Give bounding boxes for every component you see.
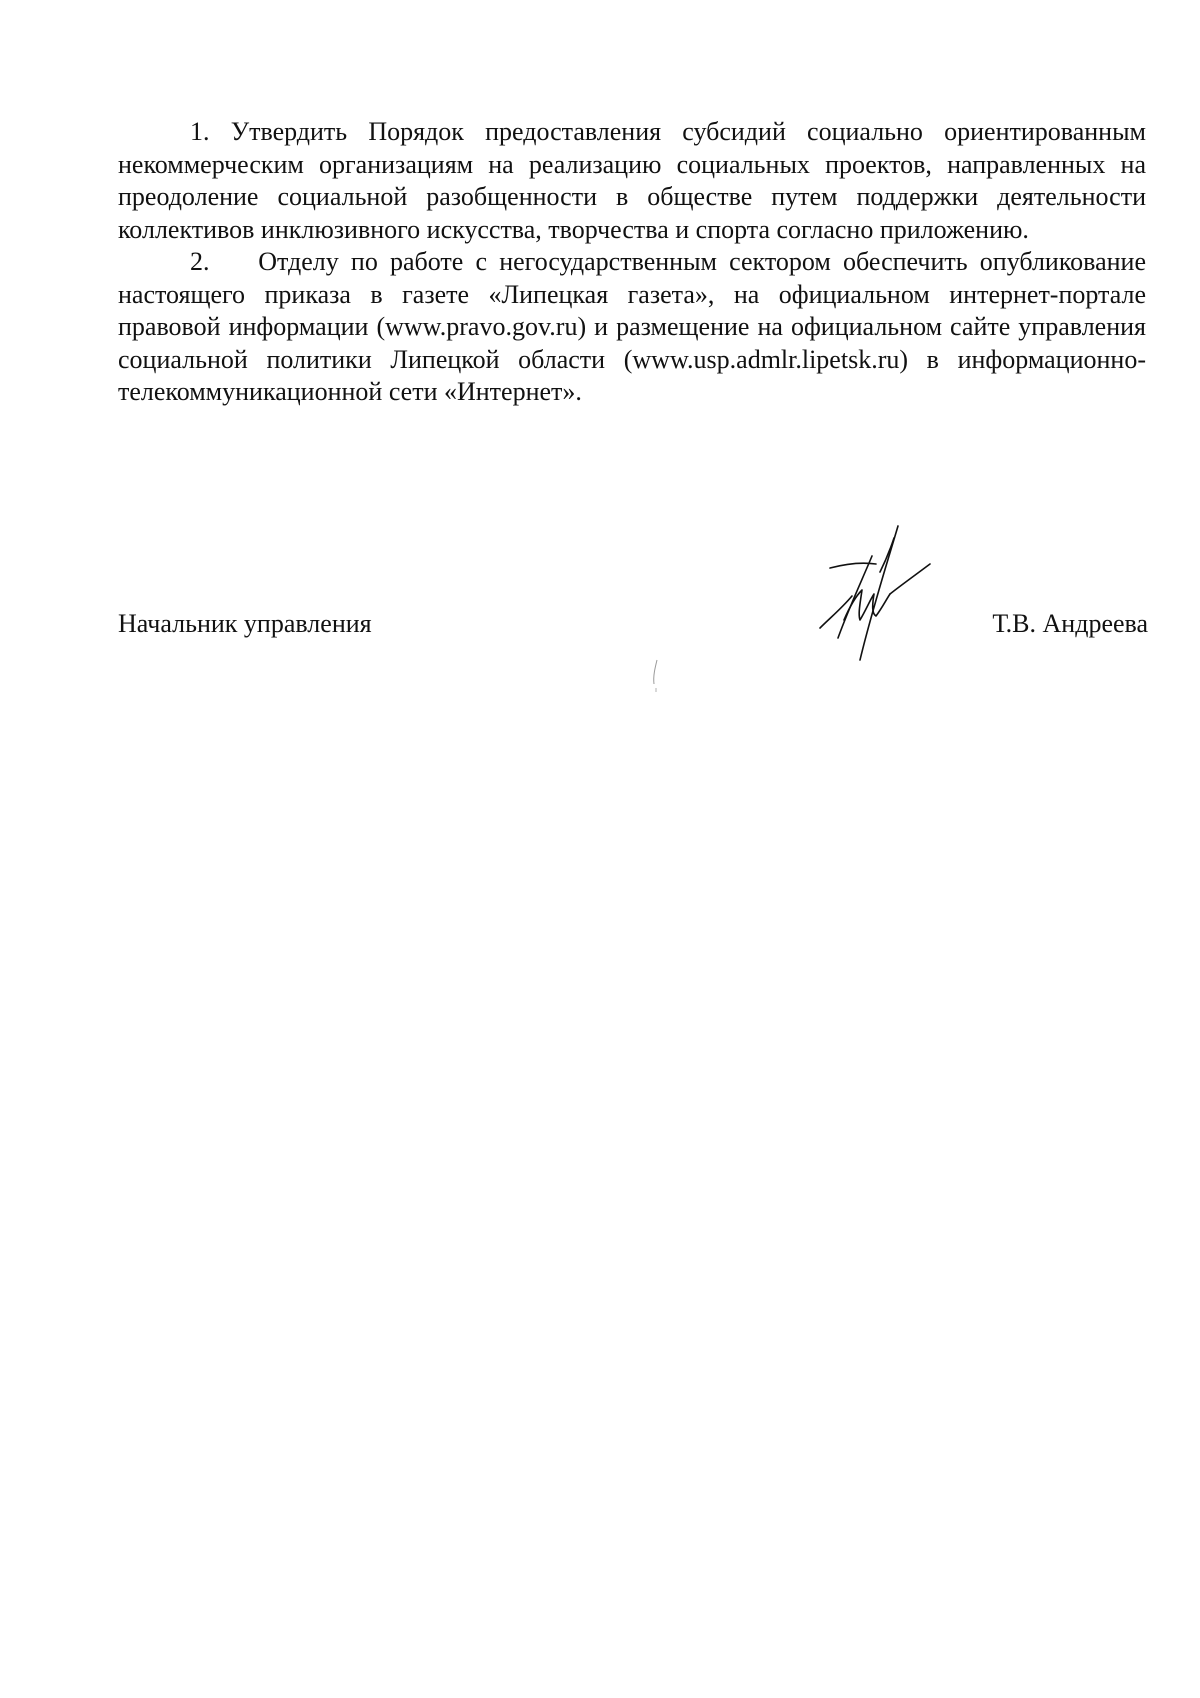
signatory-position: Начальник управления [118,609,372,638]
item-text: Отделу по работе с негосударственным сектором обеспечить опубликование настоящего приказа в газете «Липецкая газета», на официальном интернет-портале правовой информации (www.pravo.gov.ru) и размещение на официальном сайте управления социальной политики Липецкой области (www.usp.admlr.lipetsk.ru) в информационно-телекоммуникационной сети «Интернет». [118,247,1146,406]
order-item-2 [118,246,1146,409]
signatory-name: Т.В. Андреева [992,609,1148,638]
order-item-1 [118,116,1146,246]
item-number: 2. [190,247,210,276]
scan-artifact [650,658,660,694]
order-body [118,116,1146,409]
item-text: Утвердить Порядок предоставления субсидий социально ориентированным некоммерческим организациям на реализацию социальных проектов, направленных на преодоление социальной разобщенности в обществе путем поддержки деятельности коллективов инклюзивного искусства, творчества и спорта согласно приложению. [118,117,1146,244]
signature-block [118,608,1148,668]
handwritten-signature [800,520,940,670]
item-number: 1. [190,117,210,146]
